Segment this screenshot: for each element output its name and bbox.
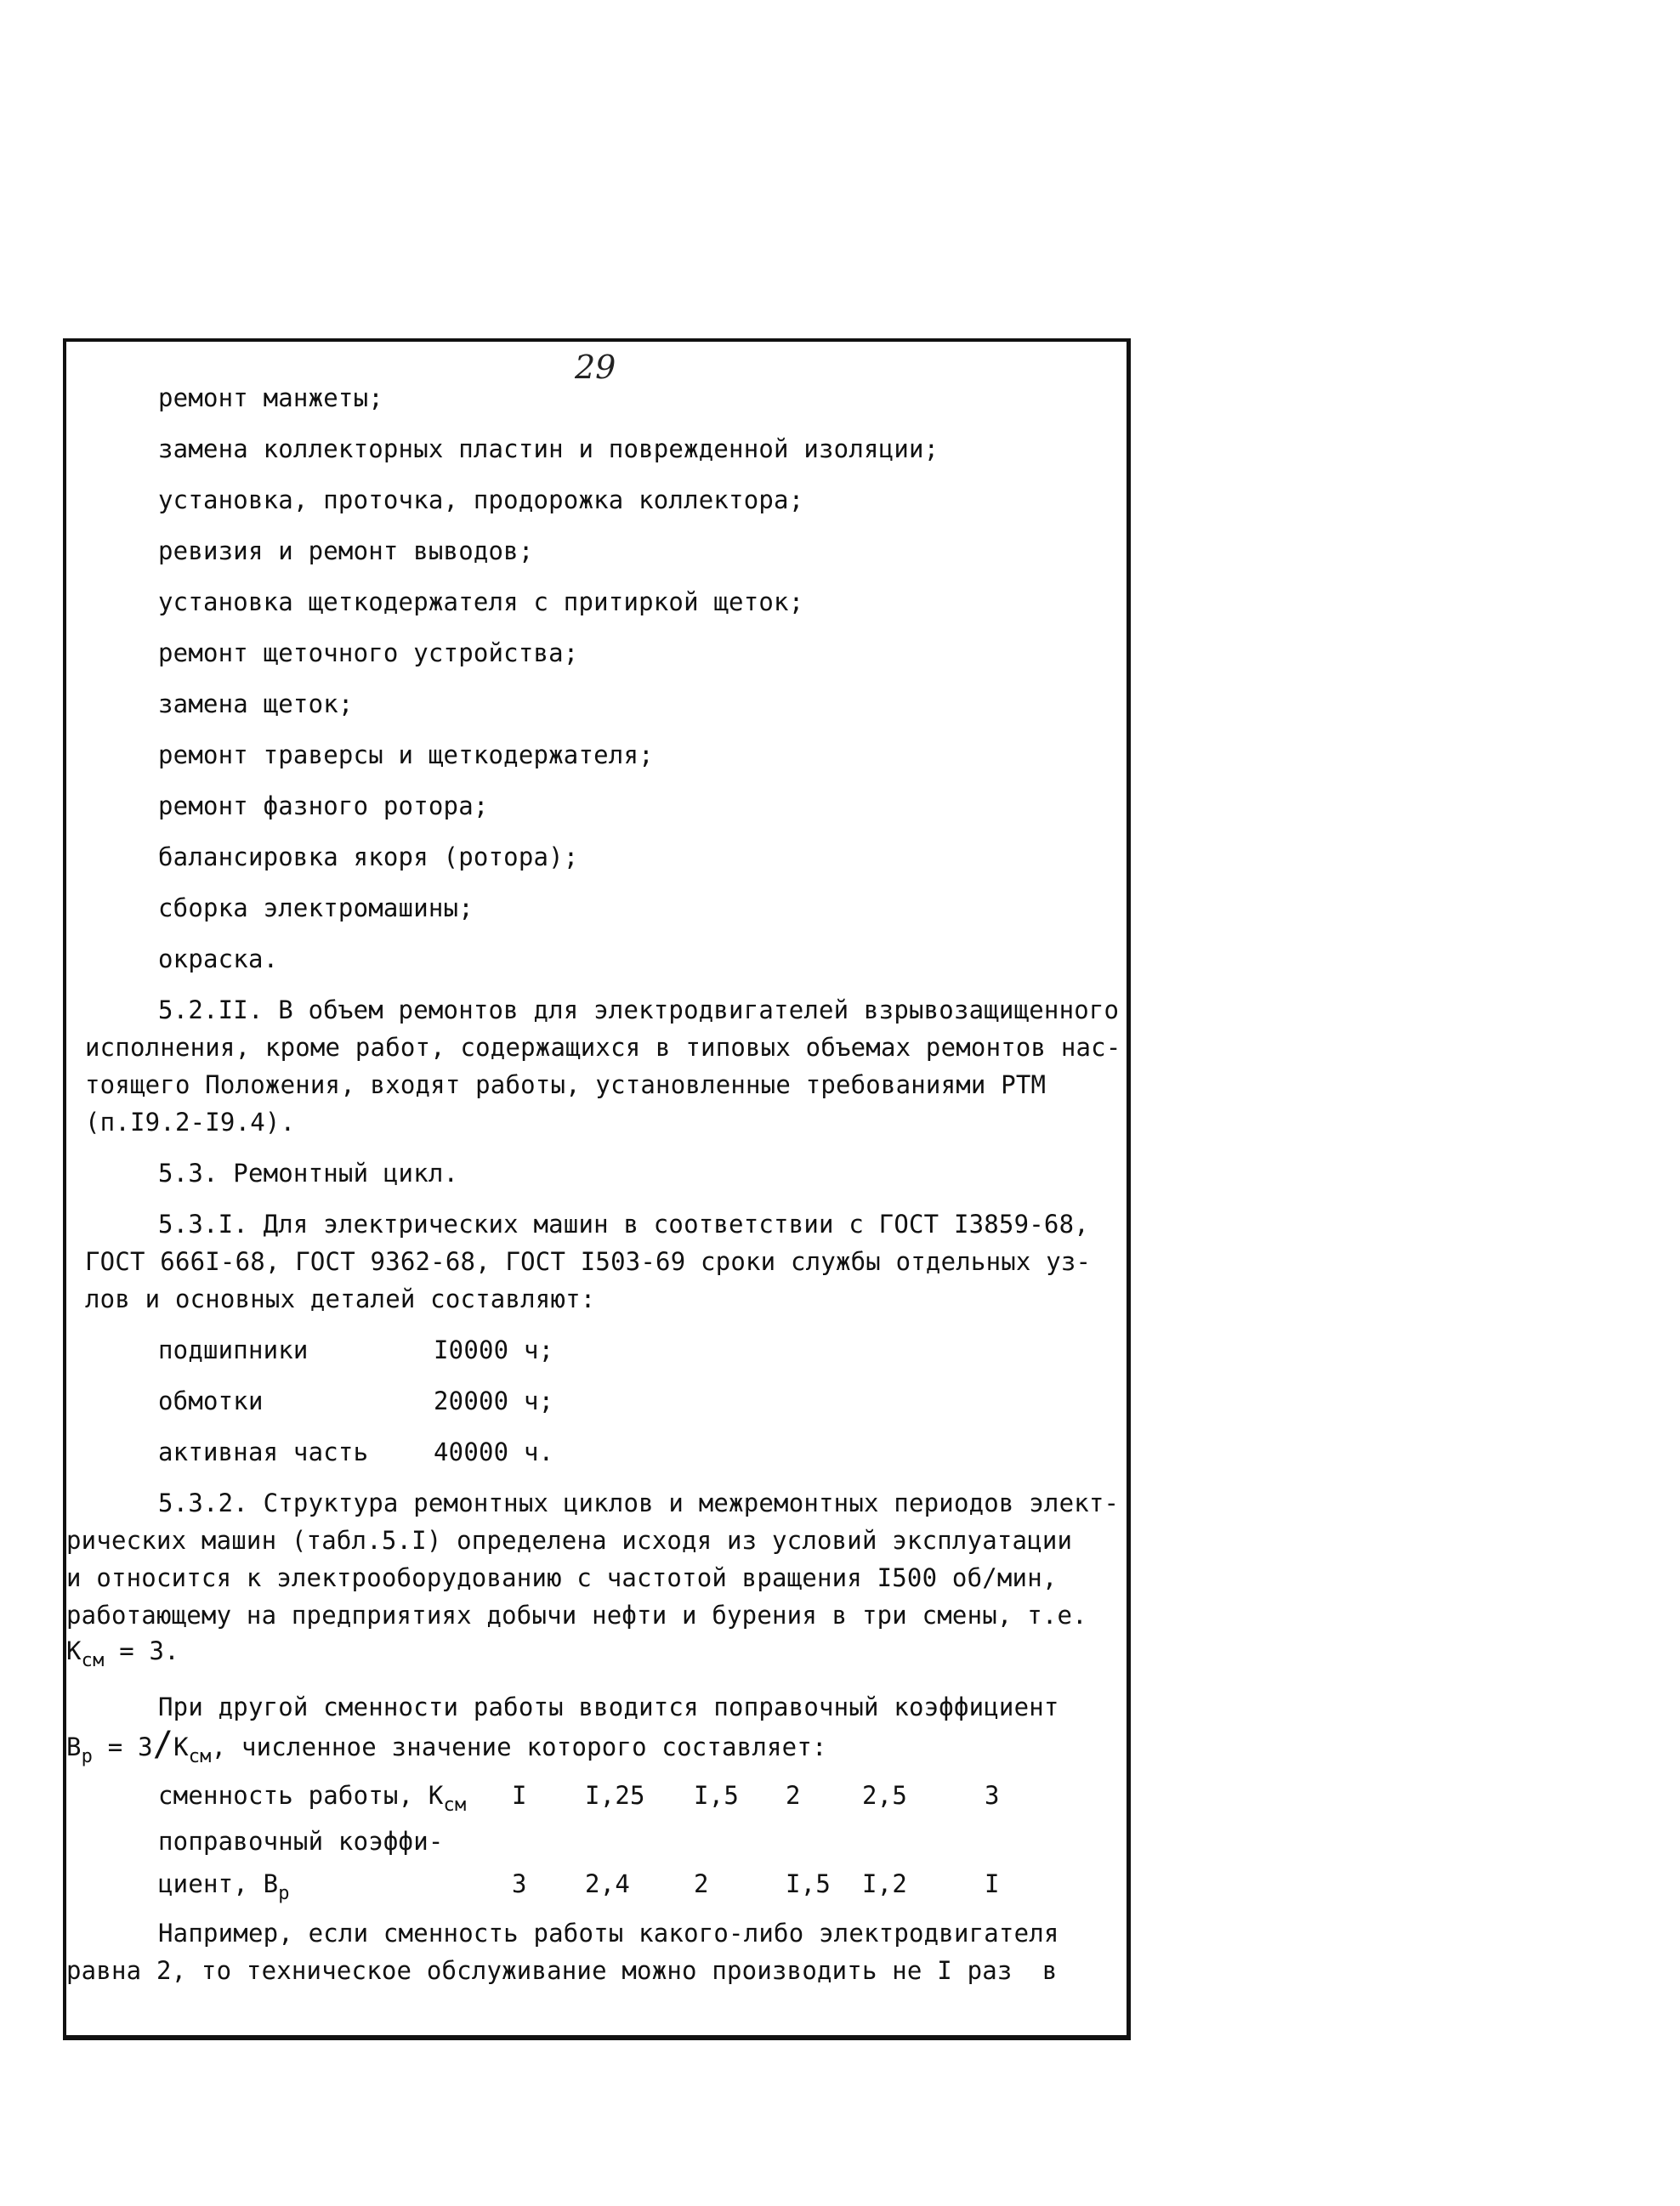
shift-value: I,5: [694, 1781, 739, 1810]
section-heading: 5.3. Ремонтный цикл.: [158, 1159, 459, 1188]
paragraph-line: 5.3.I. Для электрических машин в соответствии с ГОСТ I3859-68,: [158, 1210, 1089, 1239]
list-item: окраска.: [158, 944, 279, 973]
list-item: ревизия и ремонт выводов;: [158, 536, 534, 565]
paragraph-line: тоящего Положения, входят работы, установленные требованиями РТМ: [85, 1070, 1047, 1099]
paragraph-line: исполнения, кроме работ, содержащихся в типовых объемах ремонтов нас-: [85, 1033, 1121, 1062]
shift-value: I: [512, 1781, 527, 1810]
coef-row-label: циент, $В_р$: [158, 1869, 290, 1904]
paragraph-line: Например, если сменность работы какого-либо электродвигателя: [158, 1919, 1059, 1948]
coef-value: 2,4: [585, 1869, 630, 1898]
shift-value: I,25: [585, 1781, 645, 1810]
lifetime-value: 20000 ч;: [434, 1387, 554, 1415]
coef-value: 3: [512, 1869, 527, 1898]
list-item: установка, проточка, продорожка коллектора;: [158, 485, 804, 514]
page-number: 29: [575, 349, 616, 386]
shift-row-label: сменность работы, $К_{см}$: [158, 1781, 467, 1816]
coef-value: I,5: [786, 1869, 831, 1898]
coef-value: I: [985, 1869, 1000, 1898]
coef-value: 2: [694, 1869, 709, 1898]
paragraph-line: ГОСТ 666I-68, ГОСТ 9362-68, ГОСТ I503-69 сроки службы отдельных уз-: [85, 1247, 1092, 1276]
lifetime-part: активная часть: [158, 1438, 369, 1466]
paragraph-line: 5.3.2. Структура ремонтных циклов и межремонтных периодов элект-: [158, 1489, 1120, 1517]
list-item: установка щеткодержателя с притиркой щеток;: [158, 587, 804, 616]
ksm-line: $К_{см} = 3$.: [66, 1636, 179, 1671]
list-item: ремонт траверсы и щеткодержателя;: [158, 740, 654, 769]
paragraph-line: равна 2, то техническое обслуживание можно производить не I раз в: [66, 1956, 1058, 1985]
list-item: замена щеток;: [158, 689, 354, 718]
paragraph-line: работающему на предприятиях добычи нефти и бурения в три смены, т.е.: [66, 1601, 1087, 1630]
paragraph-line: При другой сменности работы вводится поправочный коэффициент: [158, 1693, 1059, 1721]
lifetime-value: 40000 ч.: [434, 1438, 554, 1466]
paragraph-line: рических машин (табл.5.I) определена исходя из условий эксплуатации: [66, 1526, 1073, 1555]
shift-value: 3: [985, 1781, 1000, 1810]
lifetime-part: обмотки: [158, 1387, 264, 1415]
list-item: балансировка якоря (ротора);: [158, 842, 579, 871]
paragraph-line: (п.I9.2-I9.4).: [85, 1108, 296, 1137]
list-item: замена коллекторных пластин и поврежденной изоляции;: [158, 434, 939, 463]
shift-value: 2: [786, 1781, 801, 1810]
list-item: ремонт манжеты;: [158, 383, 383, 412]
lifetime-part: подшипники: [158, 1336, 309, 1364]
paragraph-line: лов и основных деталей составляют:: [85, 1284, 596, 1313]
coef-value: I,2: [862, 1869, 907, 1898]
coef-row-label: поправочный коэффи-: [158, 1827, 444, 1856]
list-item: ремонт фазного ротора;: [158, 791, 489, 820]
formula-line: $В_р = 3/К_{см}$, численное значение которого составляет:: [66, 1725, 827, 1767]
lifetime-value: I0000 ч;: [434, 1336, 554, 1364]
paragraph-line: 5.2.II. В объем ремонтов для электродвигателей взрывозащищенного: [158, 995, 1120, 1024]
paragraph-line: и относится к электрооборудованию с частотой вращения I500 об/мин,: [66, 1563, 1058, 1592]
shift-value: 2,5: [862, 1781, 907, 1810]
list-item: сборка электромашины;: [158, 893, 474, 922]
list-item: ремонт щеточного устройства;: [158, 638, 579, 667]
